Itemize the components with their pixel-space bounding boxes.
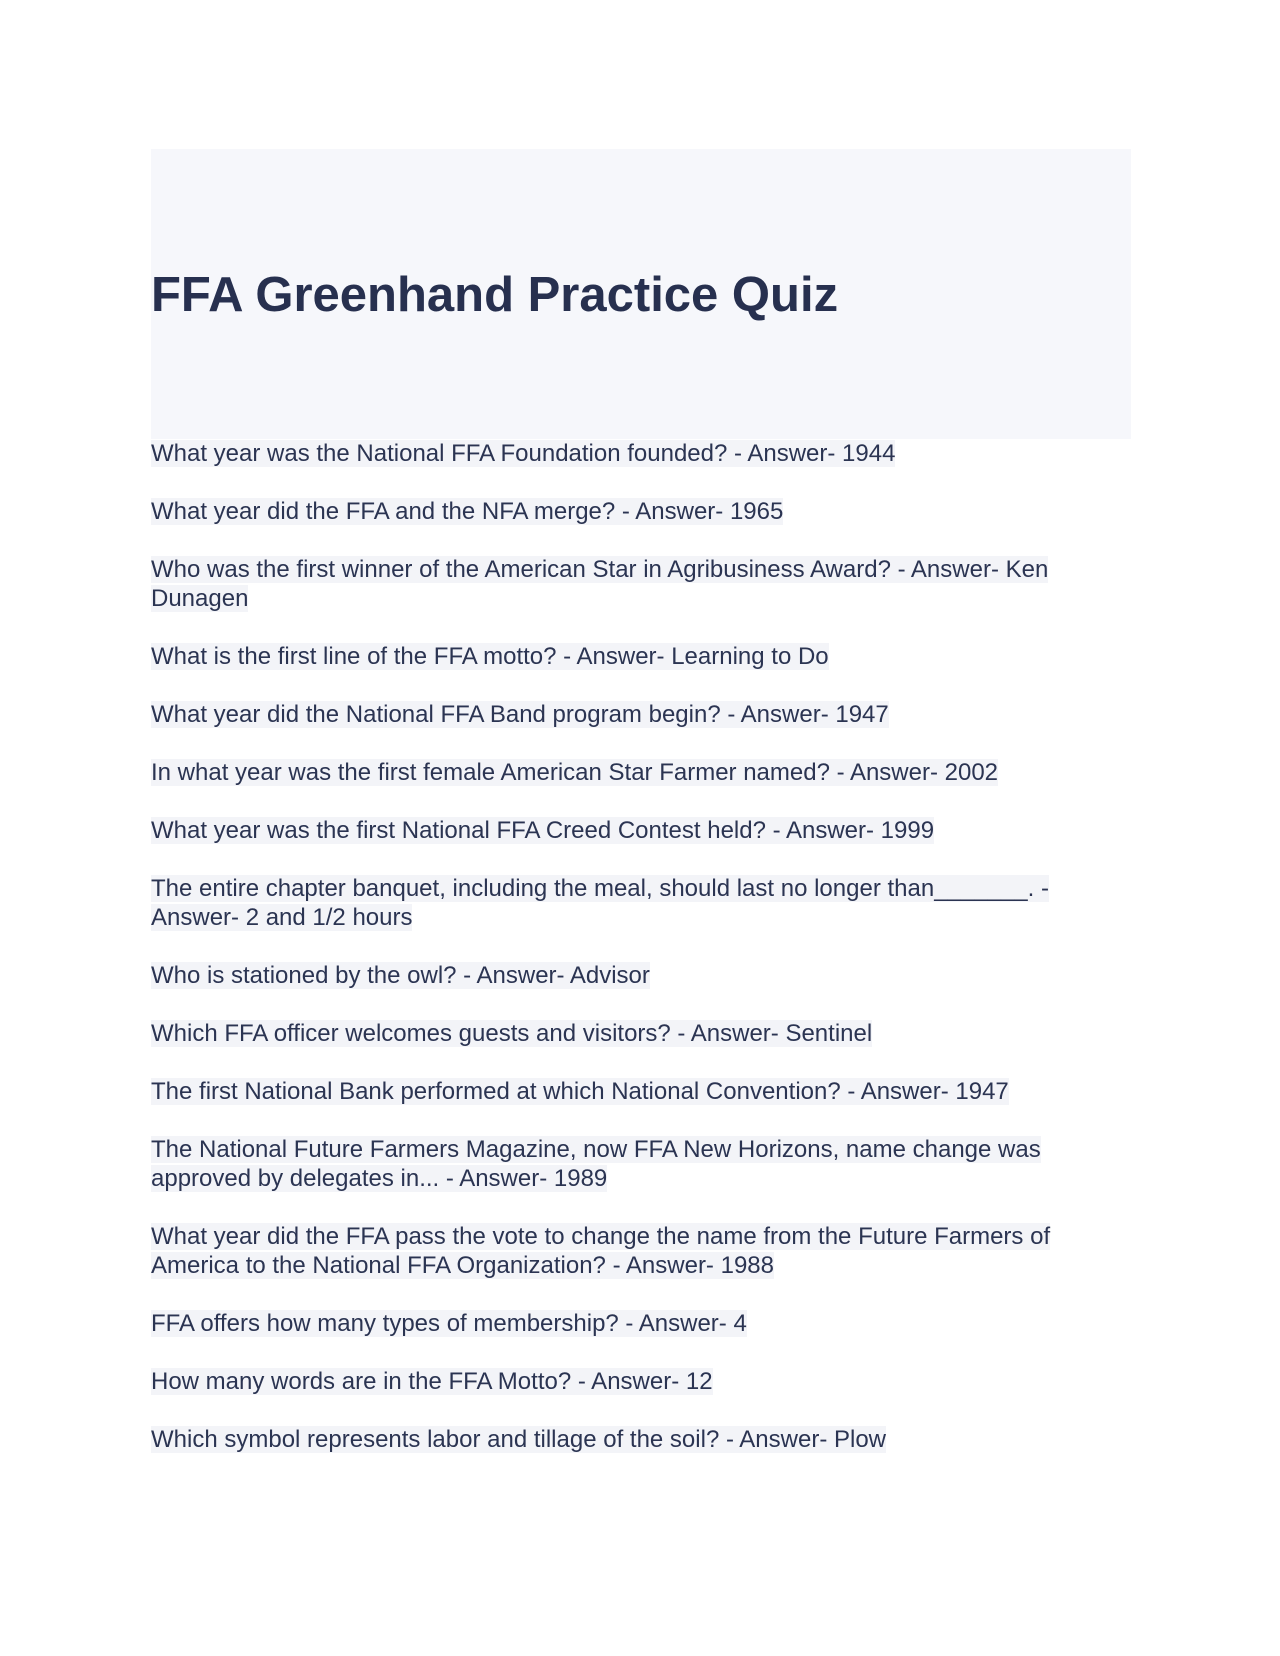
title-block — [151, 149, 1131, 439]
qa-item — [151, 874, 1111, 932]
qa-item-text: The entire chapter banquet, including the meal, should last no longer than_______. - Answer- 2 and 1/2 hours — [151, 875, 1049, 931]
qa-item — [151, 1367, 1111, 1396]
qa-item — [151, 816, 1111, 845]
qa-item — [151, 1019, 1111, 1048]
qa-item — [151, 758, 1111, 787]
qa-item-text: Which FFA officer welcomes guests and visitors? - Answer- Sentinel — [151, 1020, 873, 1047]
document-page — [151, 149, 1131, 1483]
qa-item — [151, 1135, 1111, 1193]
page-title: FFA Greenhand Practice Quiz — [151, 268, 839, 322]
qa-item-text: In what year was the first female American Star Farmer named? - Answer- 2002 — [151, 759, 999, 786]
qa-item-text: Who was the first winner of the American Star in Agribusiness Award? - Answer- Ken Dunagen — [151, 556, 1049, 612]
qa-item-text: What is the first line of the FFA motto? - Answer- Learning to Do — [151, 643, 829, 670]
qa-item — [151, 555, 1111, 613]
qa-item-text: How many words are in the FFA Motto? - Answer- 12 — [151, 1368, 713, 1395]
qa-item-text: Who is stationed by the owl? - Answer- Advisor — [151, 962, 650, 989]
qa-item-text: Which symbol represents labor and tillage of the soil? - Answer- Plow — [151, 1426, 886, 1453]
qa-item-text: What year did the FFA pass the vote to change the name from the Future Farmers of America to the National FFA Organization? - Answer- 1988 — [151, 1223, 1051, 1279]
qa-item-text: What year did the FFA and the NFA merge? - Answer- 1965 — [151, 498, 784, 525]
qa-item — [151, 700, 1111, 729]
qa-item-text: What year did the National FFA Band program begin? - Answer- 1947 — [151, 701, 889, 728]
qa-list — [151, 439, 1111, 1454]
qa-item — [151, 1425, 1111, 1454]
qa-item-text: The first National Bank performed at which National Convention? - Answer- 1947 — [151, 1078, 1009, 1105]
qa-item — [151, 961, 1111, 990]
qa-item — [151, 439, 1111, 468]
qa-item-text: What year was the first National FFA Creed Contest held? - Answer- 1999 — [151, 817, 935, 844]
qa-item — [151, 497, 1111, 526]
qa-item — [151, 1309, 1111, 1338]
qa-item — [151, 1222, 1111, 1280]
qa-item — [151, 642, 1111, 671]
qa-item — [151, 1077, 1111, 1106]
qa-item-text: FFA offers how many types of membership? - Answer- 4 — [151, 1310, 747, 1337]
qa-item-text: What year was the National FFA Foundation founded? - Answer- 1944 — [151, 440, 896, 467]
qa-item-text: The National Future Farmers Magazine, now FFA New Horizons, name change was approved by delegates in... - Answer- 1989 — [151, 1136, 1041, 1192]
